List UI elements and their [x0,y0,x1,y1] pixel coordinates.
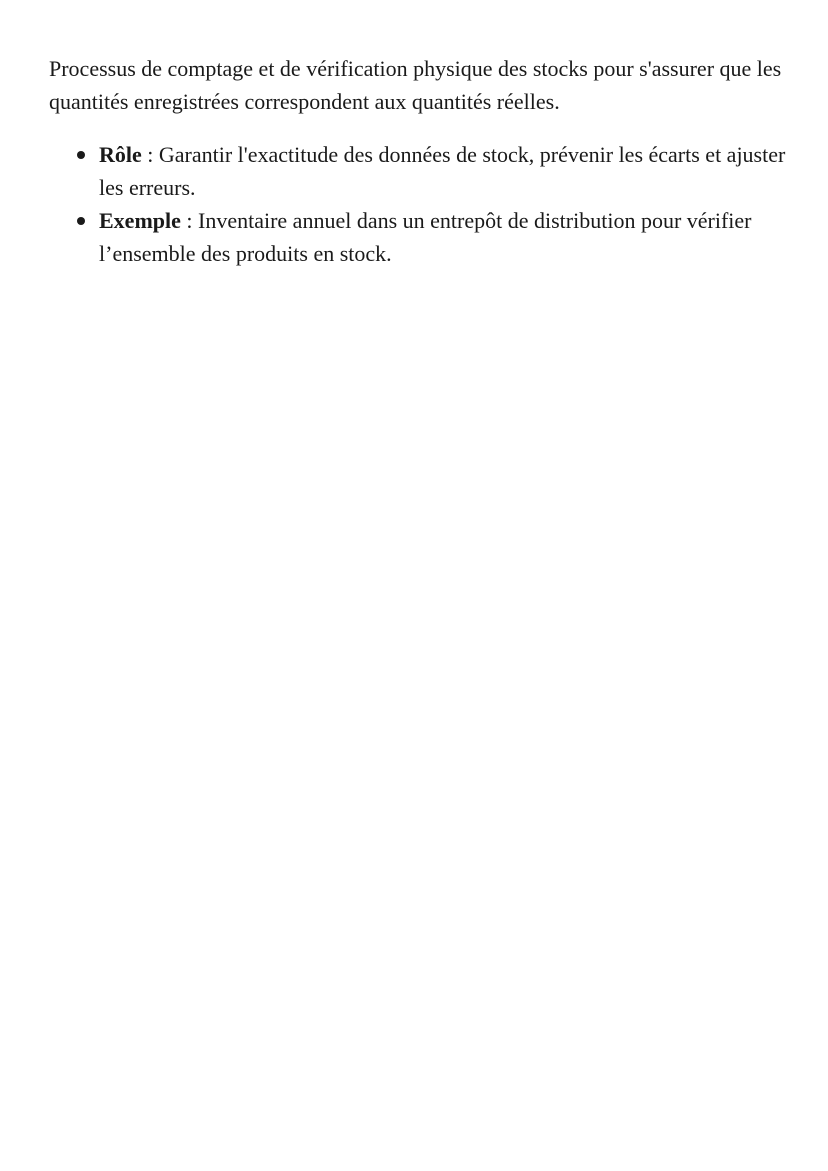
bullet-item-role [49,138,789,204]
bullet-separator: : [180,208,199,233]
bullet-text: Garantir l'exactitude des données de stock, prévenir les écarts et ajuster les erreurs. [99,142,786,200]
bullet-text: Inventaire annuel dans un entrepôt de distribution pour vérifier l’ensemble des produits en stock. [99,208,752,266]
bullet-item-example [49,204,789,270]
bullet-dot-icon [77,151,85,159]
bullet-dot-icon [77,217,85,225]
document-page [49,52,789,270]
intro-paragraph: Processus de comptage et de vérification physique des stocks pour s'assurer que les quantités enregistrées correspondent aux quantités réelles. [49,56,782,114]
bullet-separator: : [141,142,159,167]
bullet-list [49,138,789,270]
bullet-term: Rôle [99,142,142,167]
bullet-term: Exemple [99,208,181,233]
